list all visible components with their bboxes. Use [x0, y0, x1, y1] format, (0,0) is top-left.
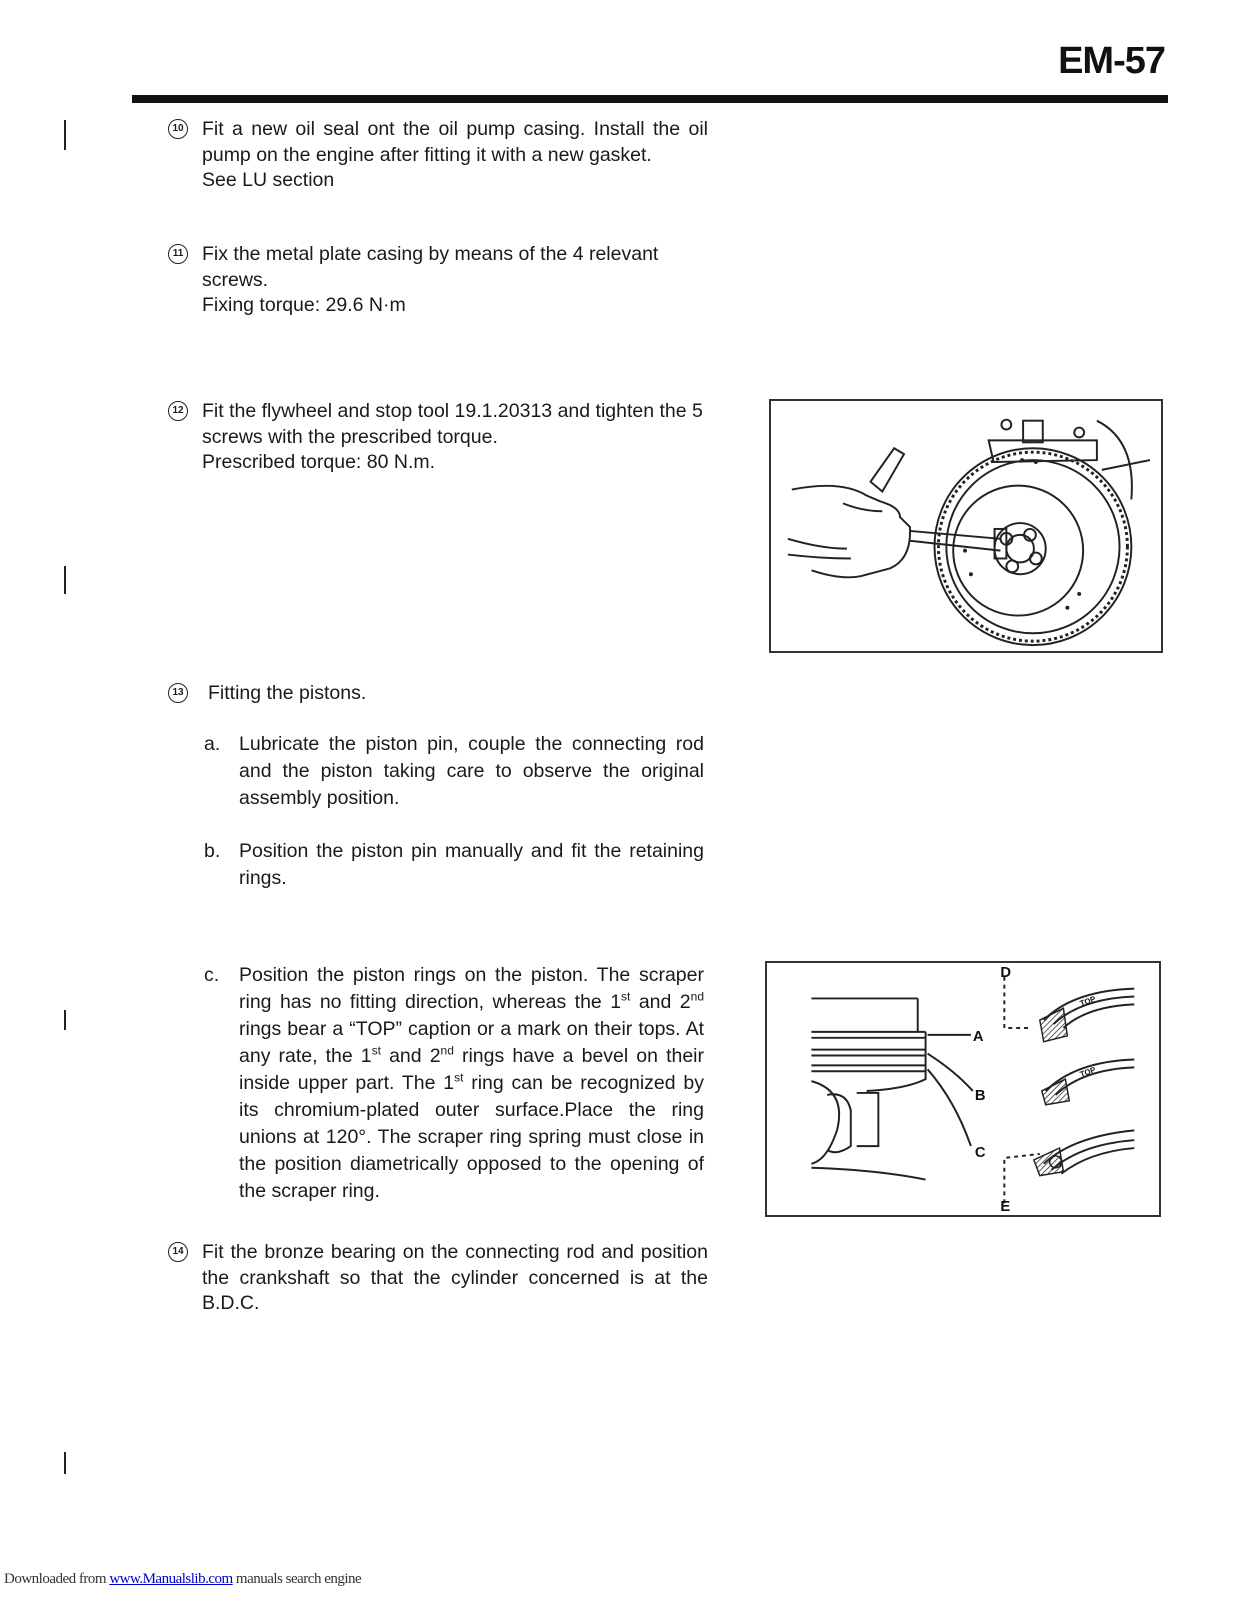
- step-13: [168, 681, 708, 707]
- flywheel-illustration: [771, 401, 1161, 651]
- step-text: Fit the flywheel and stop tool 19.1.20313 and tighten the 5 screws with the prescribed torque.: [202, 400, 703, 448]
- margin-mark: [64, 566, 66, 594]
- margin-mark: [64, 120, 66, 150]
- step-14: [168, 1240, 708, 1317]
- step-number: 13: [168, 683, 188, 703]
- step-11: [168, 242, 708, 319]
- piston-rings-figure: [765, 961, 1161, 1217]
- header-rule: [132, 95, 1168, 103]
- substep-text: Lubricate the piston pin, couple the connecting rod and the piston taking care to observe the original assembly position.: [239, 733, 704, 809]
- label-a: A: [972, 1028, 984, 1045]
- step-number: 11: [168, 244, 188, 264]
- substep-b: [204, 838, 704, 892]
- substep-letter: a.: [204, 733, 221, 755]
- step-number: 10: [168, 119, 188, 139]
- substep-text: Position the piston pin manually and fit the retaining rings.: [239, 840, 704, 889]
- footer-prefix: Downloaded from: [4, 1571, 110, 1587]
- flywheel-figure: [769, 399, 1163, 653]
- step-10: [168, 117, 708, 194]
- substep-c: [204, 962, 704, 1205]
- step-text: Fix the metal plate casing by means of the 4 relevant screws.: [202, 243, 659, 291]
- step-text: Fit a new oil seal ont the oil pump casing. Install the oil pump on the engine after fitting it with a new gasket.: [202, 118, 708, 166]
- label-e: E: [1000, 1199, 1011, 1215]
- piston-rings-diagram: [767, 963, 1159, 1215]
- step-number: 12: [168, 401, 188, 421]
- step-text: Fitting the pistons.: [208, 682, 367, 704]
- step-torque: Prescribed torque: 80 N.m.: [202, 451, 436, 473]
- ring-caption: TOP: [1078, 1065, 1097, 1080]
- footer-link[interactable]: www.Manualslib.com: [109, 1571, 233, 1587]
- substep-a: [204, 731, 704, 812]
- label-c: C: [974, 1144, 986, 1161]
- footer-suffix: manuals search engine: [232, 1571, 362, 1587]
- step-number: 14: [168, 1242, 188, 1262]
- page-code: EM-57: [1058, 40, 1165, 82]
- label-b: B: [974, 1087, 986, 1104]
- substep-text: Position the piston rings on the piston. The scraper ring has no fitting direction, whereas the 1st and 2nd rings bear a “TOP” caption or a mark on their tops. At any rate, the 1st and 2nd rings have a bevel on their inside upper part. The 1st ring can be recognized by its chromium-plated outer surface.Place the ring unions at 120°. The scraper ring spring must close in the position diametrically opposed to the opening of the scraper ring.: [239, 964, 705, 1202]
- margin-mark: [64, 1010, 66, 1030]
- footer: [4, 1571, 361, 1588]
- step-reference: See LU section: [202, 169, 335, 191]
- step-torque: Fixing torque: 29.6 N·m: [202, 294, 406, 316]
- ring-caption: TOP: [1078, 994, 1097, 1009]
- substep-letter: c.: [204, 964, 220, 986]
- margin-mark: [64, 1452, 66, 1474]
- substep-letter: b.: [204, 840, 221, 862]
- step-12: [168, 399, 708, 476]
- label-d: D: [1000, 964, 1012, 981]
- step-text: Fit the bronze bearing on the connecting rod and position the crankshaft so that the cylinder concerned is at the B.D.C.: [202, 1241, 708, 1314]
